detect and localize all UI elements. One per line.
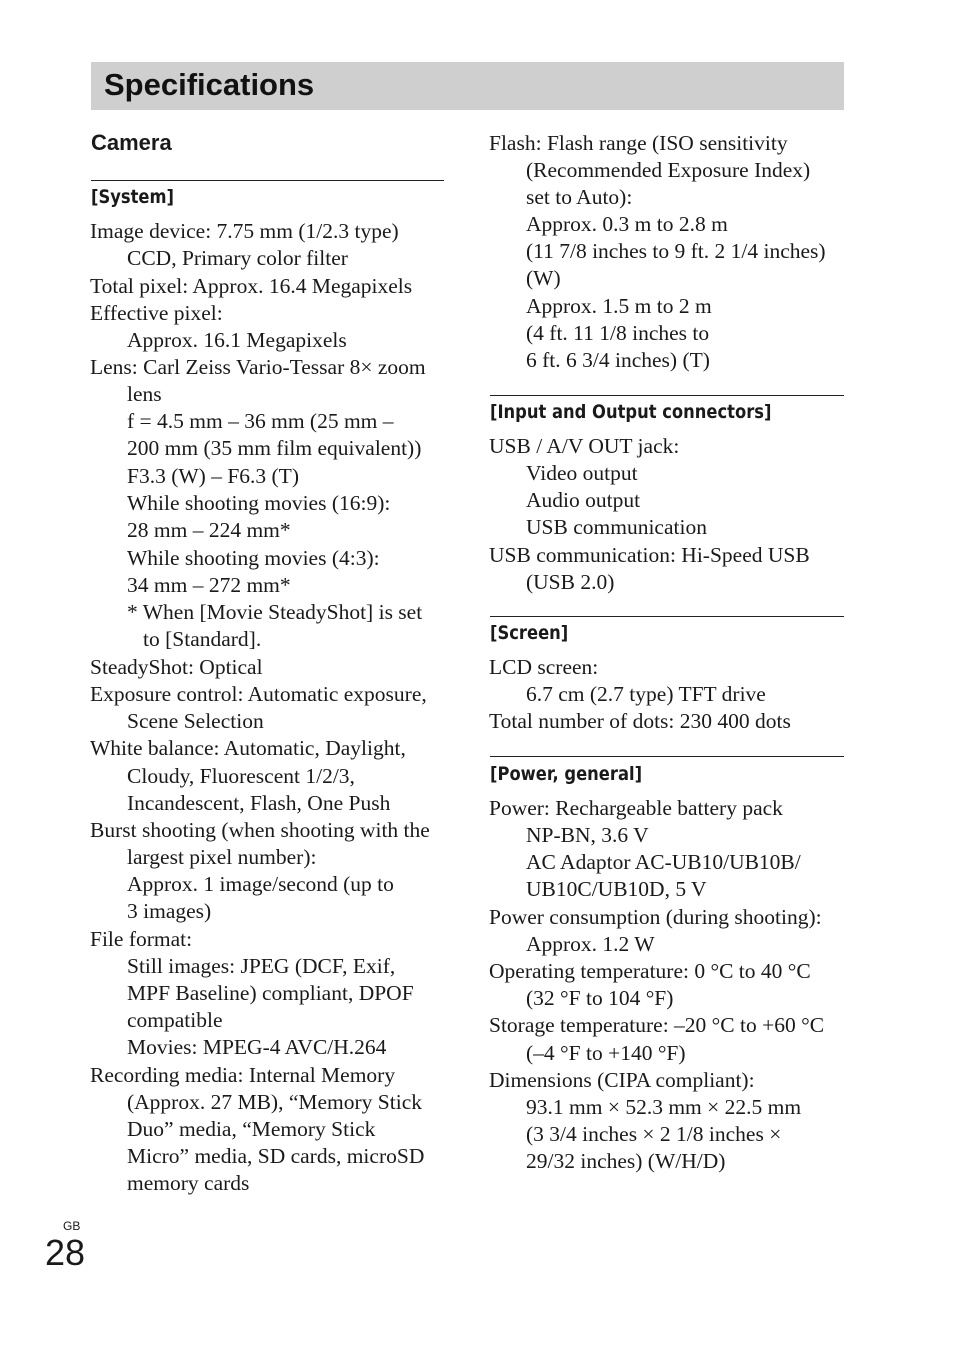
spec-line: Movies: MPEG-4 AVC/H.264 [127, 1035, 387, 1059]
divider-screen [490, 616, 844, 617]
spec-line: MPF Baseline) compliant, DPOF [127, 981, 414, 1005]
spec-line: 34 mm – 272 mm* [127, 573, 291, 597]
spec-line: Incandescent, Flash, One Push [127, 791, 391, 815]
spec-line: White balance: Automatic, Daylight, [90, 736, 406, 760]
spec-line: USB / A/V OUT jack: [489, 434, 680, 458]
title-bar [91, 62, 844, 110]
spec-line: (Approx. 27 MB), “Memory Stick [127, 1090, 422, 1114]
spec-line: 6 ft. 6 3/4 inches) (T) [526, 348, 710, 372]
spec-line: (Recommended Exposure Index) [526, 158, 811, 182]
spec-line: While shooting movies (4:3): [127, 546, 380, 570]
spec-line: Video output [526, 461, 638, 485]
spec-line: F3.3 (W) – F6.3 (T) [127, 464, 299, 488]
spec-line: 93.1 mm × 52.3 mm × 22.5 mm [526, 1095, 802, 1119]
spec-line: Dimensions (CIPA compliant): [489, 1068, 755, 1092]
spec-line: set to Auto): [526, 185, 633, 209]
spec-line: (32 °F to 104 °F) [526, 986, 674, 1010]
spec-line: (11 7/8 inches to 9 ft. 2 1/4 inches) [526, 239, 826, 263]
spec-line: Approx. 1.5 m to 2 m [526, 294, 712, 318]
spec-line: Lens: Carl Zeiss Vario-Tessar 8× zoom [90, 355, 426, 379]
spec-line: File format: [90, 927, 193, 951]
spec-line: Total number of dots: 230 400 dots [489, 709, 791, 733]
page-title: Specifications [104, 67, 315, 102]
spec-line: largest pixel number): [127, 845, 317, 869]
spec-line: Cloudy, Fluorescent 1/2/3, [127, 764, 355, 788]
divider-power [490, 756, 844, 757]
spec-line: Approx. 1.2 W [526, 932, 655, 956]
section-heading-power: [Power, general] [490, 763, 643, 785]
spec-line: While shooting movies (16:9): [127, 491, 391, 515]
spec-line: Duo” media, “Memory Stick [127, 1117, 376, 1141]
spec-line: memory cards [127, 1171, 250, 1195]
spec-line: Power consumption (during shooting): [489, 905, 822, 929]
spec-line: Exposure control: Automatic exposure, [90, 682, 427, 706]
spec-line: (–4 °F to +140 °F) [526, 1041, 686, 1065]
spec-line: USB communication: Hi-Speed USB [489, 543, 810, 567]
spec-line: 6.7 cm (2.7 type) TFT drive [526, 682, 766, 706]
region-code: GB [63, 1219, 81, 1233]
spec-line: Approx. 1 image/second (up to [127, 872, 394, 896]
spec-line: (W) [526, 266, 561, 290]
spec-line: Approx. 0.3 m to 2.8 m [526, 212, 728, 236]
section-heading-screen: [Screen] [490, 622, 569, 644]
divider-system [91, 180, 444, 181]
spec-line: Total pixel: Approx. 16.4 Megapixels [90, 274, 413, 298]
spec-line: Power: Rechargeable battery pack [489, 796, 783, 820]
spec-line: LCD screen: [489, 655, 599, 679]
spec-line: Operating temperature: 0 °C to 40 °C [489, 959, 811, 983]
spec-line: NP-BN, 3.6 V [526, 823, 649, 847]
spec-line: Scene Selection [127, 709, 264, 733]
category-heading: Camera [91, 130, 172, 155]
spec-line: (3 3/4 inches × 2 1/8 inches × [526, 1122, 782, 1146]
spec-line: * When [Movie SteadyShot] is set [127, 600, 423, 624]
spec-line: AC Adaptor AC-UB10/UB10B/ [526, 850, 801, 874]
spec-line: Flash: Flash range (ISO sensitivity [489, 131, 788, 155]
spec-line: Storage temperature: –20 °C to +60 °C [489, 1013, 825, 1037]
spec-line: 28 mm – 224 mm* [127, 518, 291, 542]
spec-line: Effective pixel: [90, 301, 223, 325]
spec-line: CCD, Primary color filter [127, 246, 348, 270]
spec-line: 200 mm (35 mm film equivalent)) [127, 436, 422, 460]
spec-line: 29/32 inches) (W/H/D) [526, 1149, 726, 1173]
spec-line: Approx. 16.1 Megapixels [127, 328, 347, 352]
spec-line: SteadyShot: Optical [90, 655, 263, 679]
spec-line: compatible [127, 1008, 223, 1032]
spec-line: Micro” media, SD cards, microSD [127, 1144, 425, 1168]
divider-io [490, 395, 844, 396]
spec-line: Recording media: Internal Memory [90, 1063, 396, 1087]
spec-line: to [Standard]. [143, 627, 262, 651]
spec-line: USB communication [526, 515, 707, 539]
spec-line: UB10C/UB10D, 5 V [526, 877, 707, 901]
spec-line: Image device: 7.75 mm (1/2.3 type) [90, 219, 399, 243]
spec-line: Audio output [526, 488, 641, 512]
spec-line: 3 images) [127, 899, 212, 923]
spec-line: f = 4.5 mm – 36 mm (25 mm – [127, 409, 394, 433]
spec-line: Burst shooting (when shooting with the [90, 818, 430, 842]
page-number: 28 [45, 1232, 86, 1273]
spec-line: (4 ft. 11 1/8 inches to [526, 321, 710, 345]
spec-line: Still images: JPEG (DCF, Exif, [127, 954, 396, 978]
section-heading-io: [Input and Output connectors] [490, 401, 772, 423]
spec-line: lens [127, 382, 162, 406]
spec-line: (USB 2.0) [526, 570, 615, 594]
section-heading-system: [System] [91, 186, 175, 208]
